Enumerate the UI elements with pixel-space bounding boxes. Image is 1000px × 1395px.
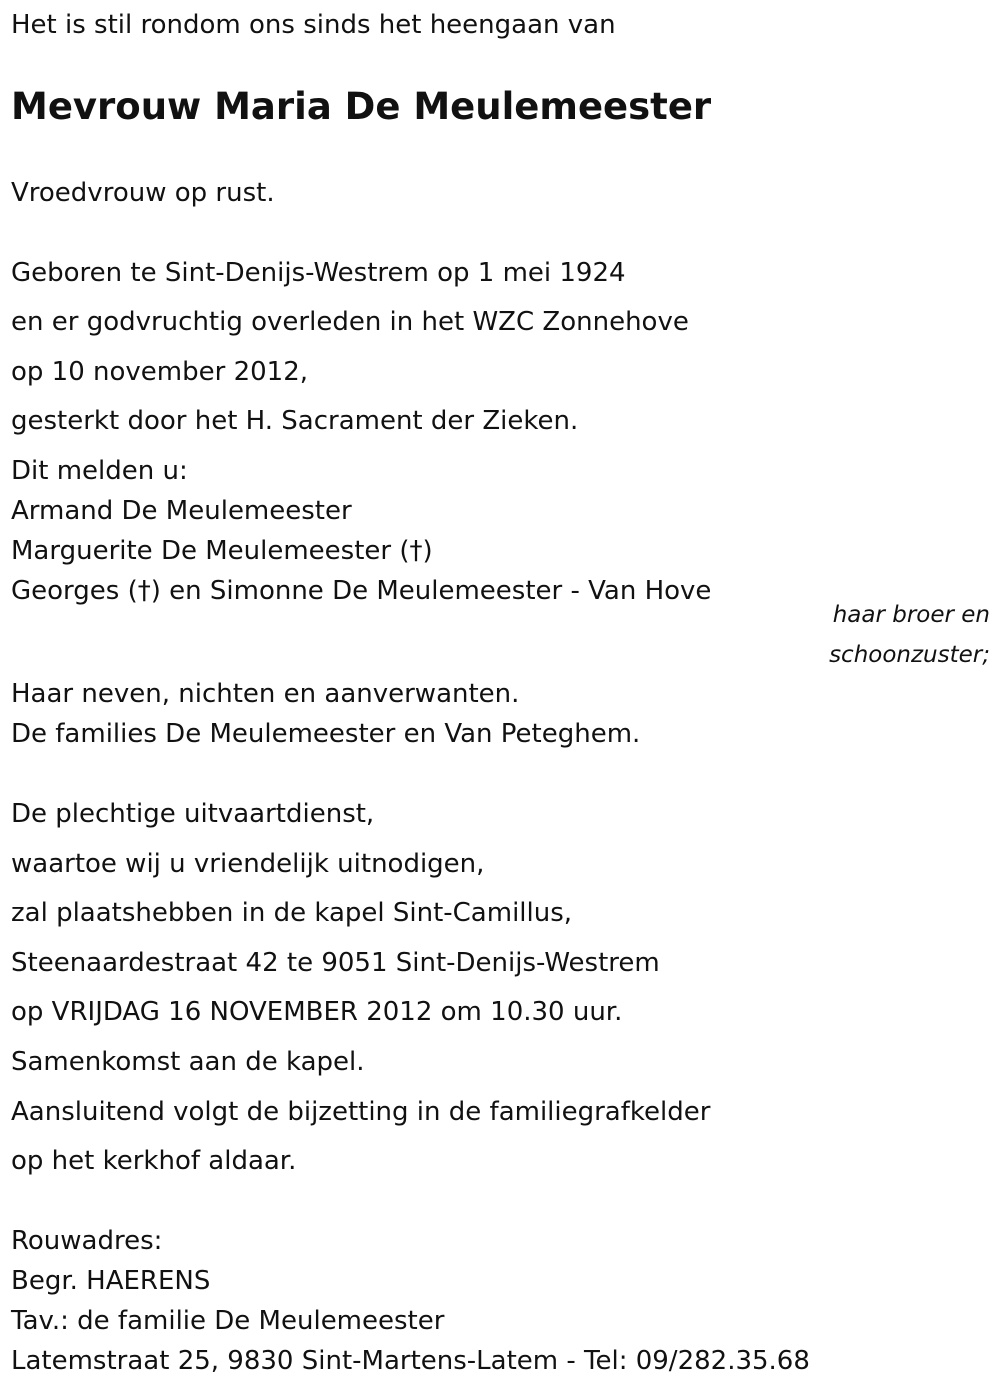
relatives-line: Haar neven, nichten en aanverwanten.: [11, 679, 520, 709]
service-line: Samenkomst aan de kapel.: [11, 1047, 365, 1077]
address-line: Latemstraat 25, 9830 Sint-Martens-Latem - Tel: 09/282.35.68: [11, 1346, 810, 1376]
occupation-text: Vroedvrouw op rust.: [11, 178, 275, 208]
relation-note: schoonzuster;: [829, 642, 990, 668]
address-heading: Rouwadres:: [11, 1226, 163, 1256]
service-line: De plechtige uitvaartdienst,: [11, 799, 375, 829]
death-date-line: op 10 november 2012,: [11, 357, 309, 387]
intro-text: Het is stil rondom ons sinds het heengaan van: [11, 10, 616, 40]
family-member: Georges (†) en Simonne De Meulemeester - Van Hove: [11, 576, 712, 606]
relation-note: haar broer en: [832, 602, 990, 628]
address-line: Tav.: de familie De Meulemeester: [11, 1306, 445, 1336]
service-date-line: op VRIJDAG 16 NOVEMBER 2012 om 10.30 uur.: [11, 997, 623, 1027]
service-line: waartoe wij u vriendelijk uitnodigen,: [11, 849, 485, 879]
service-address-line: Steenaardestraat 42 te 9051 Sint-Denijs-Westrem: [11, 948, 660, 978]
deceased-name: Mevrouw Maria De Meulemeester: [11, 85, 712, 128]
service-line: zal plaatshebben in de kapel Sint-Camillus,: [11, 898, 573, 928]
death-place-line: en er godvruchtig overleden in het WZC Zonnehove: [11, 307, 689, 337]
relatives-line: De families De Meulemeester en Van Peteghem.: [11, 719, 641, 749]
announcers-intro: Dit melden u:: [11, 456, 188, 486]
birth-line: Geboren te Sint-Denijs-Westrem op 1 mei 1924: [11, 258, 626, 288]
service-line: op het kerkhof aldaar.: [11, 1146, 297, 1176]
address-line: Begr. HAERENS: [11, 1266, 211, 1296]
sacrament-line: gesterkt door het H. Sacrament der Zieken.: [11, 406, 579, 436]
family-member: Armand De Meulemeester: [11, 496, 352, 526]
family-member: Marguerite De Meulemeester (†): [11, 536, 433, 566]
service-line: Aansluitend volgt de bijzetting in de familiegrafkelder: [11, 1097, 711, 1127]
